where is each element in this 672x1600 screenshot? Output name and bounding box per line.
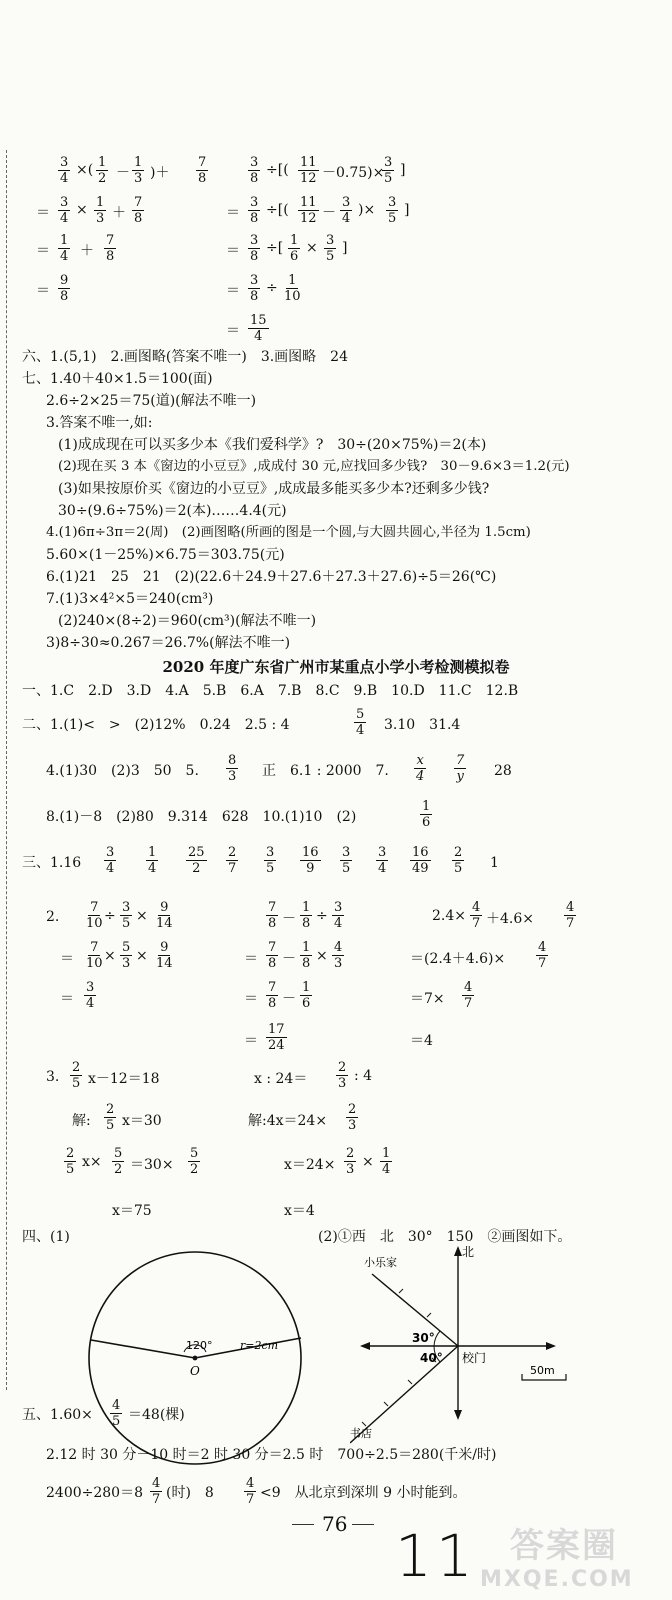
angle-40-label: 40° (420, 1351, 443, 1365)
angle-30-label: 30° (412, 1331, 435, 1345)
section5-line-a2: ＝48(棵) (128, 1407, 185, 1423)
angle-label: 120° (186, 1339, 213, 1352)
binding-dashed-line (6, 150, 7, 1390)
part7-line-7: 30÷(9.6÷75%)＝2(本)……4.4(元) (58, 503, 287, 519)
section3-last: 1 (490, 855, 499, 871)
part7-line-11: 7.(1)3×4²×5＝240(cm³) (46, 591, 214, 607)
page-number: 76 (322, 1512, 348, 1536)
south-arrow (454, 1410, 462, 1420)
page-number-dash-left (292, 1524, 314, 1525)
north-arrow (454, 1246, 462, 1256)
section2-line-b3: 28 (494, 763, 512, 779)
radius-label: r=2cm (240, 1339, 279, 1352)
handwritten-mark: 11 (395, 1522, 477, 1590)
store-label: 书店 (350, 1427, 372, 1440)
circle-diagram (80, 1238, 330, 1468)
home-label: 小乐家 (364, 1256, 397, 1269)
section2-line-b: 4.(1)30 (2)3 50 5. (46, 763, 199, 779)
section2-line-a2: 3.10 31.4 (384, 717, 461, 733)
section3-q2-label: 2. (46, 909, 60, 925)
watermark-bottom: MXQE.COM (480, 1567, 634, 1592)
part7-line-10: 6.(1)21 25 21 (2)(22.6＋24.9＋27.6＋27.3＋27.6)÷5＝26(℃) (46, 569, 497, 585)
part7-line-8: 4.(1)6π÷3π＝2(周) (2)画图略(所画的图是一个圆,与大圆共圆心,半径为 1.5cm) (46, 525, 531, 540)
part6-line: 六、1.(5,1) 2.画图略(答案不唯一) 3.画图略 24 (22, 349, 348, 365)
north-label: 北 (462, 1245, 475, 1259)
west-arrow (360, 1342, 370, 1350)
section3-lead: 三、1.16 (22, 855, 82, 871)
watermark (470, 1518, 670, 1598)
page-number-dash-right (352, 1524, 374, 1525)
part7-line-4: (1)成成现在可以买多少本《我们爱科学》? 30÷(20×75%)＝2(本) (58, 437, 487, 453)
section4-right-text: (2)①西 北 30° 150 ②画图如下。 (318, 1229, 572, 1245)
radius-left (91, 1340, 195, 1358)
section5-line-b: 2.12 时 30 分－10 时＝2 时 30 分＝2.5 时 700÷2.5＝280(千米/时) (46, 1447, 497, 1463)
center-label: O (190, 1364, 200, 1378)
part7-line-5: (2)现在买 3 本《窗边的小豆豆》,成成付 30 元,应找回多少钱? 30－9.6×3＝1.2(元) (58, 459, 570, 474)
part7-line-12: (2)240×(8÷2)＝960(cm³)(解法不唯一) (58, 613, 317, 629)
part7-line-3: 3.答案不唯一,如: (46, 415, 153, 431)
section5-line-c3: <9 从北京到深圳 9 小时能到。 (260, 1485, 467, 1501)
section2-line-b2: 正 6.1 : 2000 7. (262, 763, 389, 779)
section4-lead: 四、(1) (22, 1229, 70, 1245)
direction-map (350, 1238, 570, 1448)
section5-line-c2: (时) 8 (166, 1485, 214, 1501)
section2-line-c: 8.(1)－8 (2)80 9.314 628 10.(1)10 (2) (46, 809, 357, 825)
watermark-top: 答案圈 (510, 1526, 618, 1566)
exam-title: 2020 年度广东省广州市某重点小学小考检测模拟卷 (162, 658, 510, 676)
fraction: $\frac{3}{4}$ (60, 155, 69, 186)
section2-line-a: 二、1.(1)< > (2)12% 0.24 2.5 : 4 (22, 717, 290, 733)
part7-line-13: 3)8÷30≈0.267＝26.7%(解法不唯一) (46, 635, 291, 651)
section5-line-c: 2400÷280＝8 (46, 1485, 143, 1501)
fraction: $\frac{5}{4}$ (356, 707, 365, 738)
east-arrow (546, 1342, 556, 1350)
section1-answers: 一、1.C 2.D 3.D 4.A 5.B 6.A 7.B 8.C 9.B 10.D 11.C 12.B (22, 683, 519, 699)
section5-line-a: 五、1.60× (22, 1407, 93, 1423)
answer-page: $\frac{3}{4}$ ×( $\frac{1}{2}$ － $\frac{1}{3}$ )＋ $\frac{7}{8}$ ＝ $\frac{3}{4}$ × $\frac{1}{3}$ ＋ $\frac{7}{8}$ ＝ $\frac{1}{4}$ ＋ $\frac{7}{8}$ ＝ $\frac{9}{8}$ $\frac{3}{8}$ ÷[( $\frac{11}{12}$ －0.75)× $\frac{3}{5}$ ] ＝ $\frac{3}{8}$ ÷[( $\frac{11}{12}$ － $\frac{3}{4}$ )× $\frac{3}{5}$ ] ＝ $\frac{3}{8}$ ÷[ $\frac{1}{6}$ × $\frac{3}{5}$ ] ＝ $\frac{3}{8}$ ÷ $\frac{1}{10}$ ＝ $\frac{15}{4}$ 六、1.(5,1) 2.画图略(答案不唯一) 3.画图略 24 七、1.40＋40×1.5＝100(面) 2.6÷2×25＝75(道)(解法不唯一) 3.答案不唯一,如: (1)成成现在可以买多少本《我们爱科学》? 30÷(20×75%)＝2(本) (2)现在买 3 本《窗边的小豆豆》,成成付 30 元,应找回多少钱? 30－9.6×3＝1.2(元) (3)如果按原价买《窗边的小豆豆》,成成最多能买多少本?还剩多少钱? 30÷(9.6÷75%)＝2(本)……4.4(元) 4.(1)6π÷3π＝2(周) (2)画图略(所画的图是一个圆,与大圆共圆心,半径为 1.5cm) 5.60×(1－25%)×6.75＝303.75(元) 6.(1)21 25 21 (2)(22.6＋24.9＋27.6＋27.3＋27.6)÷5＝26(℃) 7.(1)3×4²×5＝240(cm³) (2)240×(8÷2)＝960(cm³)(解法不唯一) 3)8÷30≈0.267＝26.7%(解法不唯一) 2020 年度广东省广州市某重点小学小考检测模拟卷 一、1.C 2.D 3.D 4.A 5.B 6.A 7.B 8.C 9.B 10.D 11.C 12.B 二、1.(1)< > (2)12% 0.24 2.5 : 4 $\frac{5}{4}$ 3.10 31.4 4.(1)30 (2)3 50 5. $\frac{8}{3}$ 正 6.1 : 2000 7. $\frac{x}{4}$ $\frac{7}{y}$ 28 8.(1)－8 (2)80 9.314 628 10.(1)10 (2) $\frac{1}{6}$ 三、1.16 $\frac{3}{4}$ $\frac{1}{4}$ $\frac{25}{2}$ $\frac{2}{7}$ $\frac{3}{5}$ $\frac{16}{9}$ $\frac{3}{5}$ $\frac{3}{4}$ $\frac{16}{49}$ $\frac{2}{5}$ 1 2. $\frac{7}{10}$ ÷ $\frac{3}{5}$ × $\frac{9}{14}$ ＝ $\frac{7}{10}$ × $\frac{5}{3}$ × $\frac{9}{14}$ ＝ $\frac{3}{4}$ $\frac{7}{8}$ － $\frac{1}{8}$ ÷ $\frac{3}{4}$ ＝ $\frac{7}{8}$ － $\frac{1}{8}$ × $\frac{4}{3}$ ＝ $\frac{7}{8}$ － $\frac{1}{6}$ ＝ $\frac{17}{24}$ 2.4× $\frac{4}{7}$ ＋4.6× $\frac{4}{7}$ ＝(2.4＋4.6)× $\frac{4}{7}$ ＝7× $\frac{4}{7}$ ＝4 3. $\frac{2}{5}$ x－12＝18 解: $\frac{2}{5}$ x＝30 $\frac{2}{5}$ x× $\frac{5}{2}$ ＝30× $\frac{5}{2}$ x＝75 x : 24＝ $\frac{2}{3}$ : 4 解:4x＝24× $\frac{2}{3}$ x＝24× $\frac{2}{3}$ × $\frac{1}{4}$ x＝4 四、(1) (2)①西 北 30° 150 ②画图如下。 120° r=2cm O 北 小乐家 校门 书店 30° 40° 50m 五、1.60× $\frac{4}{5}$ ＝48(棵) 2.12 时 30 分－10 时＝2 时 30 分＝2.5 时 700÷2.5＝280(千米/时) 2400÷280＝8 $\frac{4}{7}$ (时) 8 $\frac{4}{7}$ <9 从北京到深圳 9 小时能到。 76 11 答案圈 MXQE.COM (0, 0, 672, 1600)
part7-line-2: 2.6÷2×25＝75(道)(解法不唯一) (46, 393, 257, 409)
center-point (193, 1356, 198, 1361)
part7-line-6: (3)如果按原价买《窗边的小豆豆》,成成最多能买多少本?还剩多少钱? (58, 481, 490, 497)
scale-label: 50m (530, 1364, 555, 1377)
section3-q3-label: 3. (46, 1069, 60, 1085)
part7-line-1: 七、1.40＋40×1.5＝100(面) (22, 371, 213, 387)
gate-label: 校门 (462, 1351, 487, 1365)
part7-line-9: 5.60×(1－25%)×6.75＝303.75(元) (46, 547, 285, 563)
